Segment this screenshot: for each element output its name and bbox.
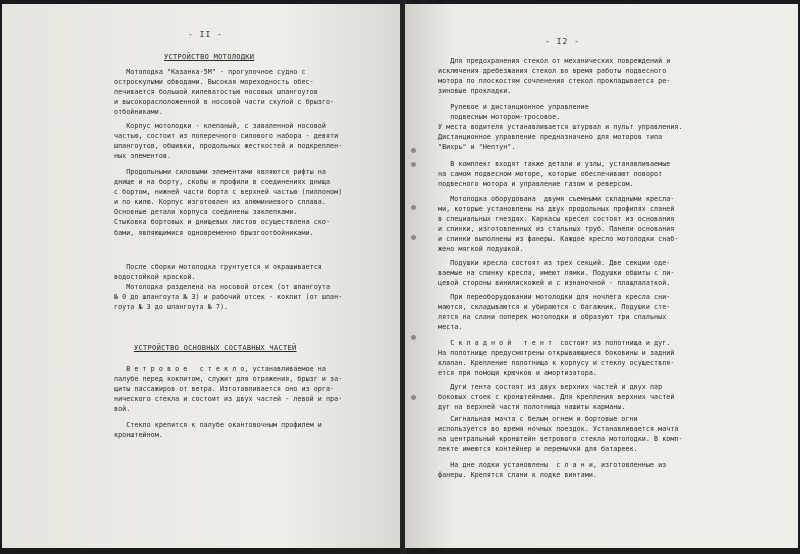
paragraph: Мотолодка "Казанка-5М" - прогулочное судно с остроскулыми обводами. Высокая мореходность обес- печивается большой килеватостью носовых шпангоутов и высокорасположенной в носовой части скулой с брызго- отбойниками. — [114, 68, 335, 117]
paragraph: В комплект входят также детали и узлы, устанавливаемые на самом подвесном моторе, которые обеспечивают поворот подвесного мотора и управление газом и реверсом. — [438, 160, 671, 189]
paragraph: После сборки мотолодка грунтуется и окрашивается водостойкой краской. Мотолодка разделена на носовой отсек (от шпангоута № 0 до шпангоута № 3) и рабочий отсек - кокпит (от шпан- гоута № 3 до шпангоута № 7). — [114, 263, 343, 312]
binding-hole — [411, 148, 416, 153]
paragraph: Мотолодка оборудована двумя съемными складными кресла- ми, которые установлены на двух продольных профилях сланей в специальных гнездах. Каркасы кресел состоят из основания и спинки, изготовленных из стальных труб. Панели основания и спинки выполнены из фанеры. Каждое кресло мотолодки снаб- жено мягкой подушкой. — [438, 195, 679, 254]
binding-hole — [411, 335, 416, 340]
paragraph: Стекло крепится к палубе окантовочным профилем и кронштейном. — [114, 421, 322, 440]
section-title-main-parts: УСТРОЙСТВО ОСНОВНЫХ СОСТАВНЫХ ЧАСТЕЙ — [134, 344, 297, 352]
binding-hole — [411, 395, 416, 400]
paragraph: Дуги тента состоят из двух верхних частей и двух пар боковых стоек с кронштейнами. Для крепления верхних частей дуг на верхней части полотнища нашиты карманы. — [438, 383, 675, 412]
section-title-boat-structure: УСТРОЙСТВО МОТОЛОДКИ — [164, 53, 255, 61]
binding-hole — [411, 205, 416, 210]
right-page — [405, 4, 798, 548]
paragraph: На дне лодки установлены с л а н и, изготовленные из фанеры. Крепятся слани к лодке винтами. — [438, 461, 667, 480]
paragraph: Для предохранения стекол от механических повреждений и исключения дребезжания стекол во время работы подвесного мотора по плоскостям сочленения стекол прокладывается ре- зиновые прокладки. — [438, 57, 671, 96]
paragraph: Рулевое и дистанционное управление подвесным мотором-тросовое. У места водителя устанавливается штурвал и пульт управления. Дистанционное управление предназначено для моторов типа "Вихрь" и "Нептун". — [438, 103, 683, 152]
left-page — [2, 4, 402, 548]
right-page-number: - I2 - — [545, 37, 580, 46]
paragraph: При переоборудовании мотолодки для ночлега кресла сни- маются, складываются и убираются с багажник. Подушки сте- лятся на слани поперек мотолодки и образуют три спальных места. — [438, 293, 671, 332]
binding-hole — [411, 235, 416, 240]
paragraph: Корпус мотолодки - клепаный, с заваленной носовой частью, состоит из поперечного силового набора - девяти шпангоутов, обшивки, продольных жесткостей и подкреплен- ных элементов. — [114, 122, 343, 161]
paragraph: С к л а д н о й т е н т состоит из полотнища и дуг. На полотнище предусмотрены открывающиеся боковины и задний клапан. Крепление полотнища к корпусу и стеклу осуществля- ется при помощи крючков и амортизатора. — [438, 339, 675, 378]
binding-holes — [411, 0, 419, 554]
left-page-number: - II - — [188, 30, 223, 39]
paragraph: В е т р о в о е с т е к л о, устанавливаемое на палубе перед кокпитом, служит для отражения, брызг и за- щиты пассажиров от ветра. Изготавливается оно из орга- нического стекла и состоит из двух частей - левой и пра- вой. — [114, 365, 343, 414]
paragraph: Сигнальная мачта с белым огнем и бортовые огни используется во время ночных поездок. Устанавливается мачта на центральный кронштейн ветрового стекла мотолодки. В комп- лекте имеются контейнер и перемычки для батареек. — [438, 415, 683, 454]
paragraph: Продольными силовыми элементами являются рифты на днище и на борту, скобы и профили в соединениях днища с бортом, нижней части борта с верхней частью (пиллоном) и по килю. Корпус изготовлен из алюминиевого сплава. Основные детали корпуса соединены заклепками. Стыковка бортовых и днищевых листов осуществлена ско- бами, являющимися одновременно брызгоотбойниками. — [114, 168, 343, 237]
binding-hole — [411, 162, 416, 167]
paragraph: Подушки кресла состоят из трех секций. Две секции оде- ваемые на спинку кресла, имеют лямки. Подушки обшиты с ли- цевой стороны винилискожей и с изнаночной - плащпалаткой. — [438, 259, 675, 288]
